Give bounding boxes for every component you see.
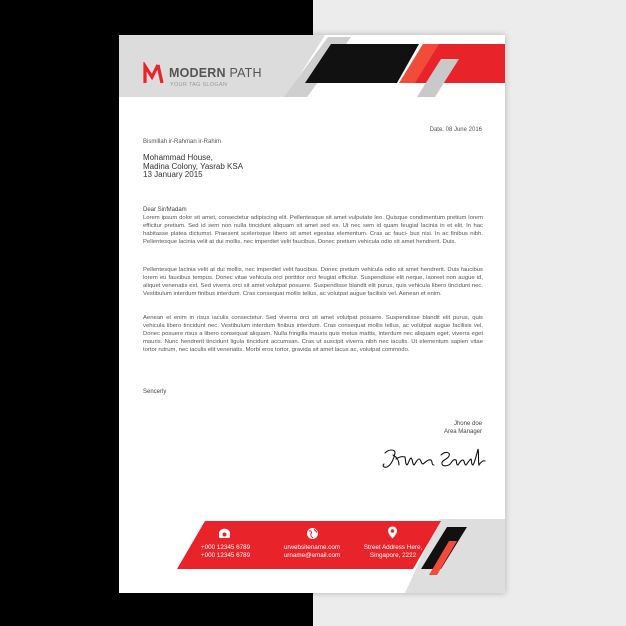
brand-name-light: PATH	[229, 66, 262, 80]
city-address: Singapore, 2222	[369, 552, 417, 560]
recipient-address	[143, 154, 243, 180]
salutation: Dear Sir/Madam	[143, 207, 187, 213]
globe-icon	[306, 527, 319, 540]
footer-address-text	[357, 544, 429, 560]
phone-icon	[218, 527, 231, 540]
body-paragraph: Aenean et enim in risus iaculis consectetur. Sed viverra orci sit amet volutpat posuere. Suspendisse blandit elit purus, quis vehicula libero tincidunt nec. Vestibulum interdum finibus interdum. Cras consequat mollis tellus, ac volutpat augue facilisis vel. Donec posuere risus a libero consequat aliquam. Nulla fringilla mauris quis metus mattis, interdum nec aliquam eget, viverra eget mauris. Nunc hendrerit tincidunt ligula tincidunt accumsan. Cras ut suscipit viverra nibh nec iaculis. Ut elementum sapien vitae tortor rutrum, nec iaculis elit venenatis. Morbi eros tortor, gravida sit amet lacus ac, volutpat commodo.	[143, 315, 483, 354]
address-line: Madina Colony, Yasrab KSA	[143, 161, 244, 171]
location-pin-icon	[386, 526, 399, 539]
footer-web-text	[281, 544, 343, 560]
brand-name-bold: MODERN	[169, 66, 226, 80]
m-checkmark-logo-icon	[143, 62, 167, 84]
street-address: Street Address Here,	[363, 544, 423, 551]
signer-role: Area Manager	[443, 429, 482, 435]
address-line: 13 January 2015	[143, 170, 203, 179]
brand-slogan: YOUR TAG SLOGAN	[170, 82, 228, 88]
closing-line: Sencerly	[143, 389, 167, 395]
brand-name	[169, 66, 262, 80]
bismillah-line: Bismillah ir-Rahman ir-Rahim	[143, 139, 222, 145]
phone-number: +000 12345 6789	[200, 544, 251, 551]
phone-number: +000 12345 6789	[200, 552, 251, 560]
handwritten-signature	[379, 445, 487, 471]
website-link[interactable]: urwebsitename.com	[283, 544, 341, 551]
body-paragraph: Pellentesque lacinia velit at dui mollis, nec imperdiet velit faucibus. Donec pretium vehicula odio sit amet hendrerit. Duis faucibus lorem eu faucibus tempus. Donec vitae vehicula orci porttitor orci feugiat efficitur. Suspendisse elit neque, laoreet non augue id, aliquet venenatis est. Sed viverra orci sit amet volutpat posuere. Suspendisse blandit elit purus, quis vehicula libero tincidunt nec. Vestibulum interdum finibus interdum. Cras consequat mollis tellus, ac volutpat augue facilisis vel. Aenean et enim.	[143, 267, 483, 298]
letter-date: Date. 08 June 2016	[429, 127, 482, 133]
address-line: Mohammad House,	[143, 153, 213, 162]
signer-name: Jhone doe	[453, 421, 482, 427]
body-paragraph: Lorem ipsum dolor sit amet, consectetur adipiscing elit. Pellentesque sit amet vulputate leo. Quisque condimentum pretium lorem efficitur pretium. Sed id sem non nulla tincidunt aliquam sit amet sed ex. Ut nec sem id quam feugiat lacinia in et elit. In hac habitasse platea dictumst. Praesent scelerisque libero sit amet egestas elementum. Cras ac fauci- bus nisi. In ac finibus nibh. Pellentesque lacinia velit at dui mollis, nec imperdiet velit faucibus. Donec pretium vehicula odio sit amet hendrerit. Duis.	[143, 215, 483, 246]
email-link[interactable]: urname@email.com	[283, 552, 341, 560]
letterhead-page	[119, 35, 505, 593]
footer-phone-text	[198, 544, 253, 560]
